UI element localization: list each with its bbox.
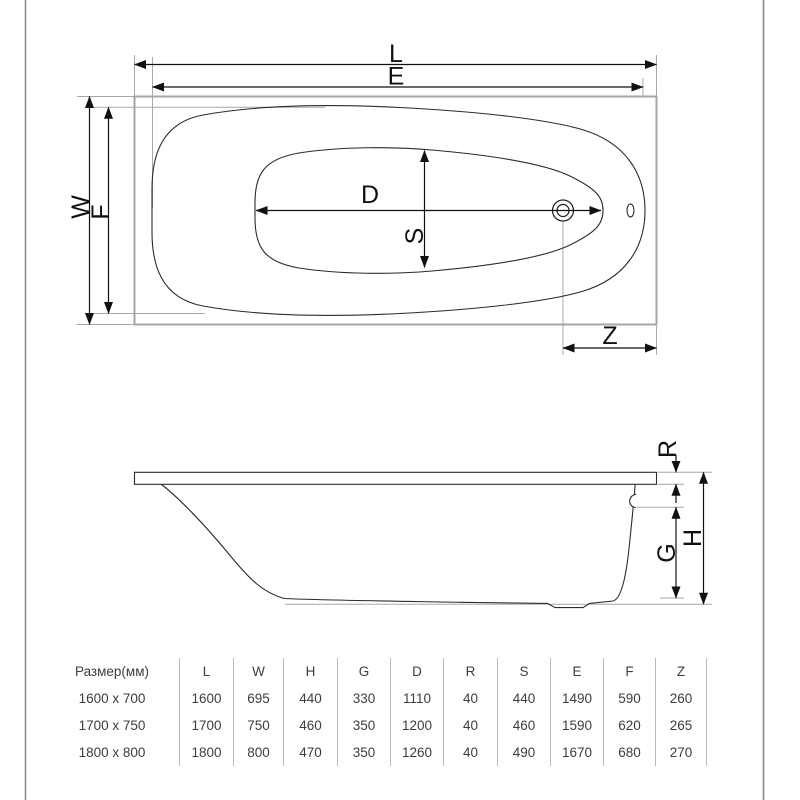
table-header-E: E [550,658,603,685]
dim-label-D: D [360,181,380,209]
plan-view [67,40,657,355]
table-cell: 1800 x 800 [78,745,146,760]
table-cell: 460 [497,712,550,739]
table-header-Z: Z [655,658,707,685]
table-cell: 695 [233,685,283,712]
table-cell: 330 [337,685,390,712]
table-cell: 1110 [390,685,443,712]
table-cell: 440 [497,685,550,712]
table-cell: 265 [655,712,707,739]
table-cell: 1200 [390,712,443,739]
table-header-size: Размер(мм) [75,664,149,679]
table-cell: 1490 [550,685,603,712]
table-header-G: G [337,658,390,685]
table-cell: 440 [283,685,337,712]
table-cell: 350 [337,712,390,739]
dim-label-W: W [66,195,95,219]
dim-label-S: S [400,227,429,245]
table-cell: 350 [337,739,390,766]
dim-label-G: G [652,543,681,563]
table-cell: 590 [603,685,655,712]
table-cell: 40 [443,739,497,766]
table-header-H: H [283,658,337,685]
dim-label-R: R [653,439,682,459]
table-cell: 750 [233,712,283,739]
table-cell: 680 [603,739,655,766]
side-overflow-bump [630,494,637,507]
table-cell: 620 [603,712,655,739]
table-header-S: S [497,658,550,685]
table-header-R: R [443,658,497,685]
table-cell: 40 [443,712,497,739]
table-cell: 1600 x 700 [78,691,146,706]
dim-label-F: F [86,204,115,220]
table-cell: 1260 [390,739,443,766]
table-header-L: L [179,658,233,685]
table-cell: 1670 [550,739,603,766]
table-cell: 1590 [550,712,603,739]
table-cell: 1700 [179,712,233,739]
table-cell: 1600 [179,685,233,712]
table-cell: 470 [283,739,337,766]
dim-label-E: E [387,62,405,91]
dim-label-L: L [389,40,403,68]
side-body-outline [162,485,636,608]
table-cell: 260 [655,685,707,712]
side-rim-bar [135,472,657,484]
table-cell: 460 [283,712,337,739]
table-cell: 1700 x 750 [78,718,146,733]
dimension-table [45,658,707,766]
dim-label-Z: Z [602,322,618,350]
dim-label-H: H [678,528,707,548]
table-header-D: D [390,658,443,685]
overflow-hole [627,204,634,217]
table-header-W: W [233,658,283,685]
table-cell: 490 [497,739,550,766]
table-header-F: F [603,658,655,685]
table-cell: 270 [655,739,707,766]
table-cell: 40 [443,685,497,712]
table-cell: 1800 [179,739,233,766]
side-view [135,440,713,608]
table-cell: 800 [233,739,283,766]
